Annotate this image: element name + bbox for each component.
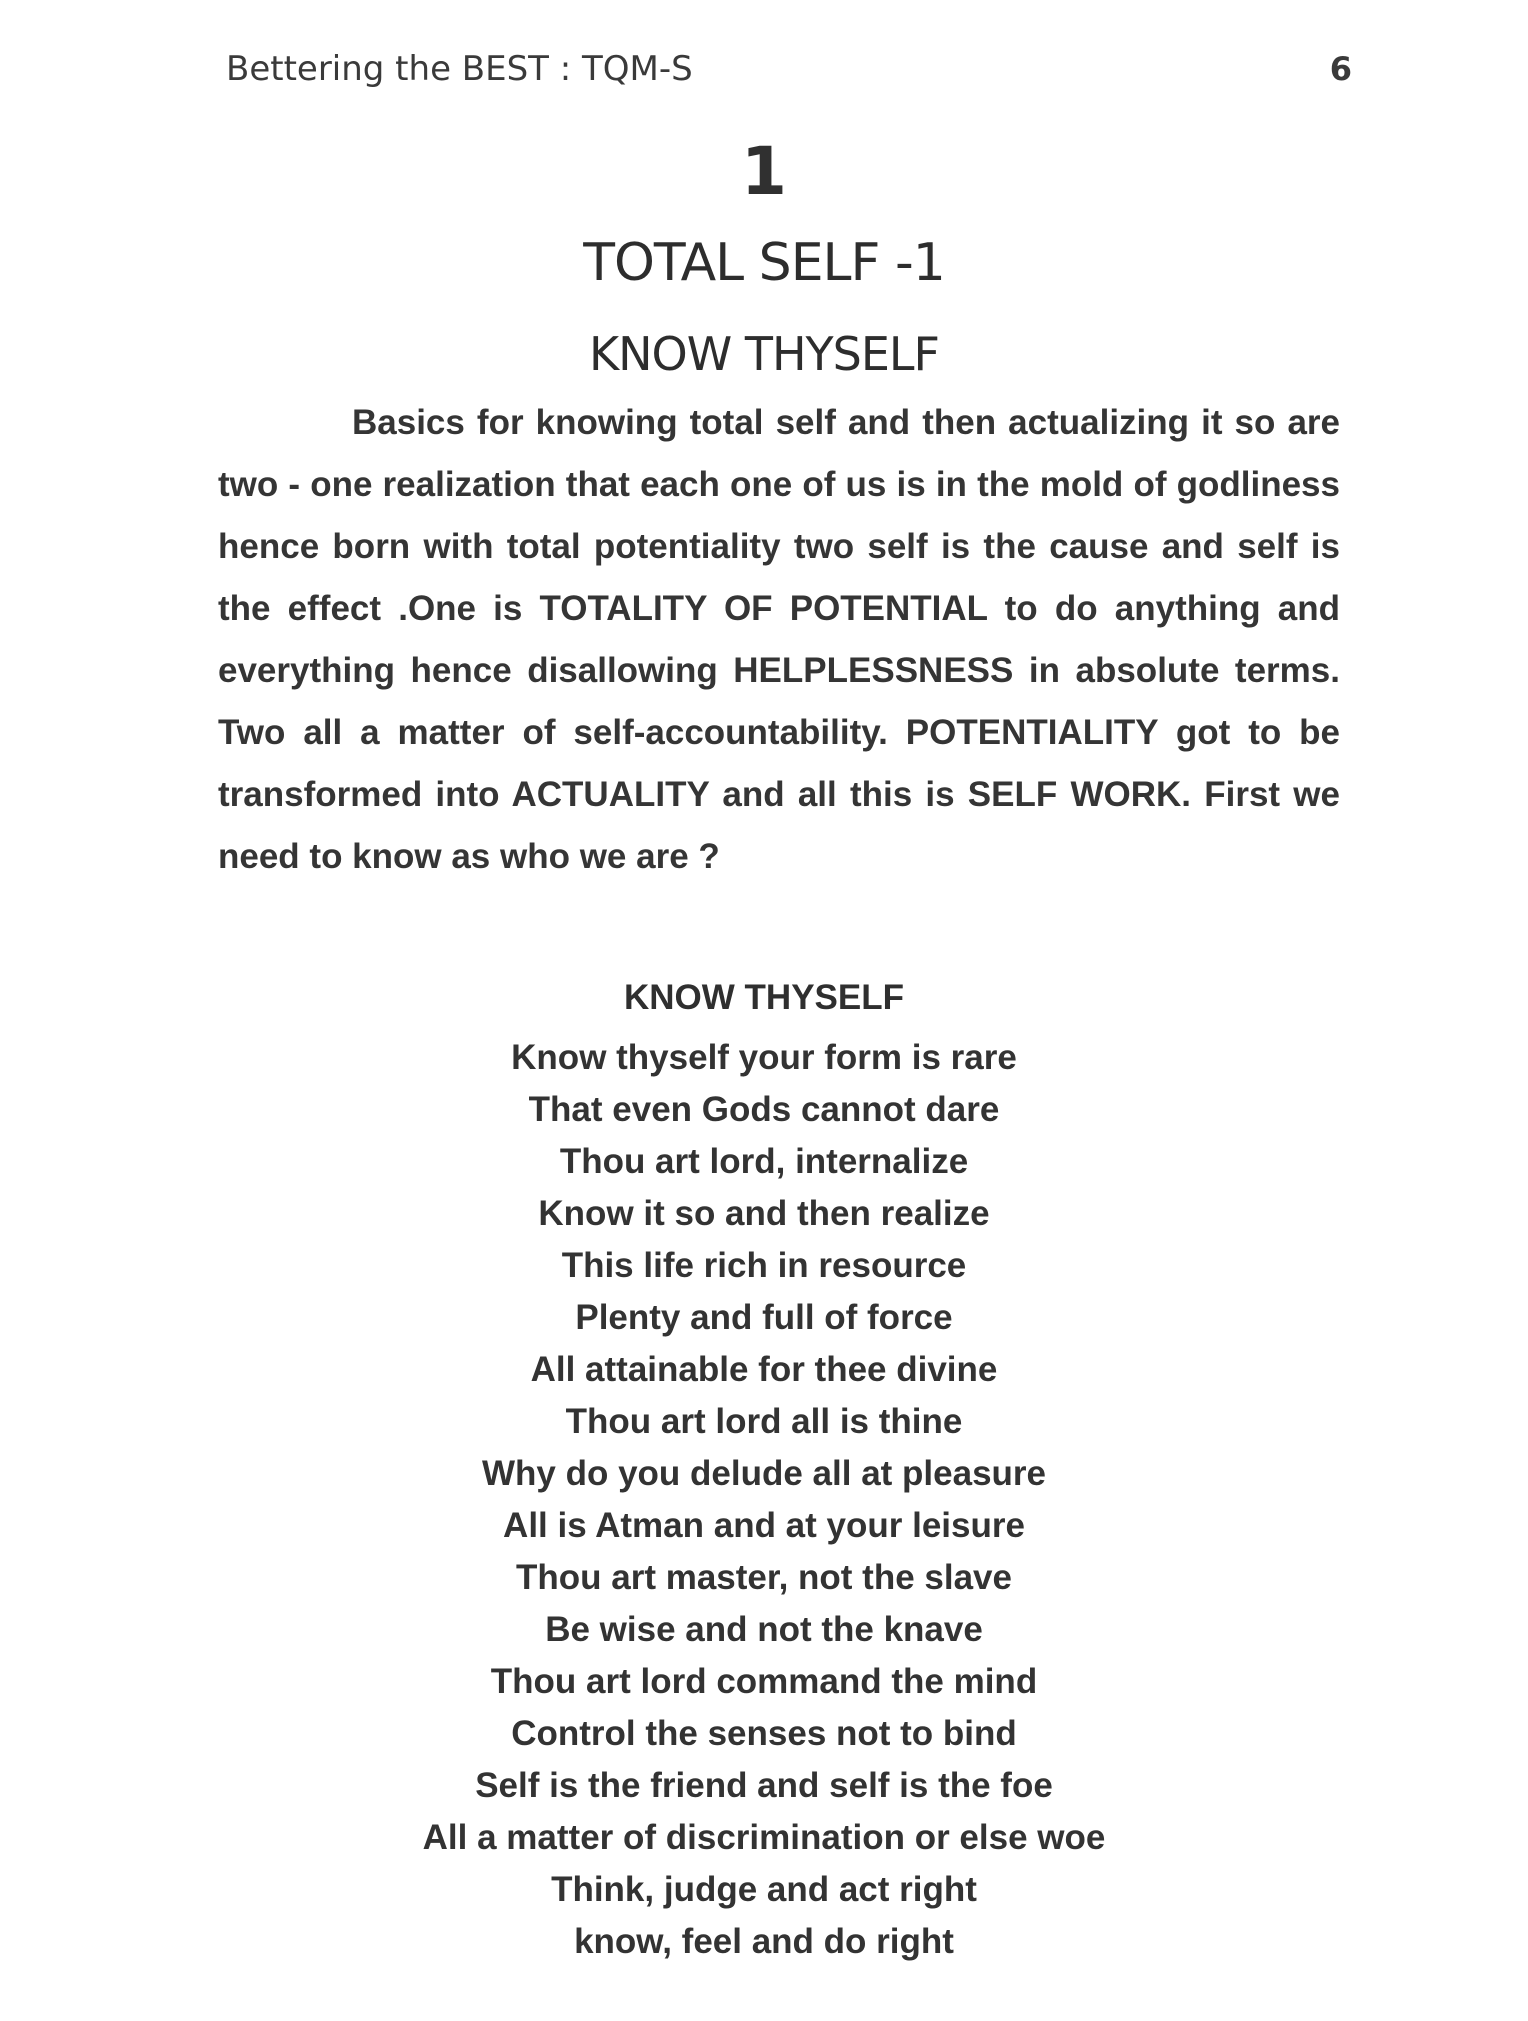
poem-line: Know it so and then realize — [538, 1194, 990, 1233]
poem-line: Thou art lord all is thine — [565, 1402, 963, 1441]
poem-line: Why do you delude all at pleasure — [482, 1454, 1046, 1493]
poem-line: That even Gods cannot dare — [528, 1090, 1000, 1129]
poem-line: Thou art lord command the mind — [490, 1662, 1038, 1701]
poem-line: This life rich in resource — [561, 1246, 967, 1285]
poem-line: Self is the friend and self is the foe — [475, 1766, 1053, 1805]
poem-line: know, feel and do right — [574, 1922, 954, 1961]
poem-line: Think, judge and act right — [551, 1870, 977, 1909]
poem-line: All is Atman and at your leisure — [503, 1506, 1025, 1545]
poem-line: Plenty and full of force — [575, 1298, 953, 1337]
running-title: Bettering the BEST : TQM-S — [226, 49, 693, 89]
running-header — [226, 44, 1352, 94]
poem-lines — [0, 1032, 1528, 1968]
page-number: 6 — [1329, 50, 1352, 88]
poem-line: Thou art lord, internalize — [559, 1142, 969, 1181]
poem-line: Know thyself your form is rare — [511, 1038, 1017, 1077]
poem-line: Control the senses not to bind — [511, 1714, 1017, 1753]
chapter-title: TOTAL SELF -1 — [583, 233, 945, 293]
poem-line: Be wise and not the knave — [545, 1610, 983, 1649]
poem-line: All a matter of discrimination or else woe — [422, 1818, 1106, 1857]
poem-title: KNOW THYSELF — [624, 978, 904, 1017]
chapter-subtitle: KNOW THYSELF — [588, 327, 940, 381]
poem-line: Thou art master, not the slave — [516, 1558, 1012, 1597]
poem-line: All attainable for thee divine — [530, 1350, 998, 1389]
intro-paragraph: Basics for knowing total self and then actualizing it so are two - one realization that each one of us is in the mold of godliness hence born with total potentiality two self is the cause and self is the effect .One is TOTALITY OF POTENTIAL to do anything and everything hence disallowing HELPLESSNESS in absolute terms. Two all a matter of self-accountability. POTENTIALITY got to be transformed into ACTUALITY and all this is SELF WORK. First we need to know as who we are ? — [218, 403, 1340, 876]
chapter-number: 1 — [741, 133, 787, 210]
